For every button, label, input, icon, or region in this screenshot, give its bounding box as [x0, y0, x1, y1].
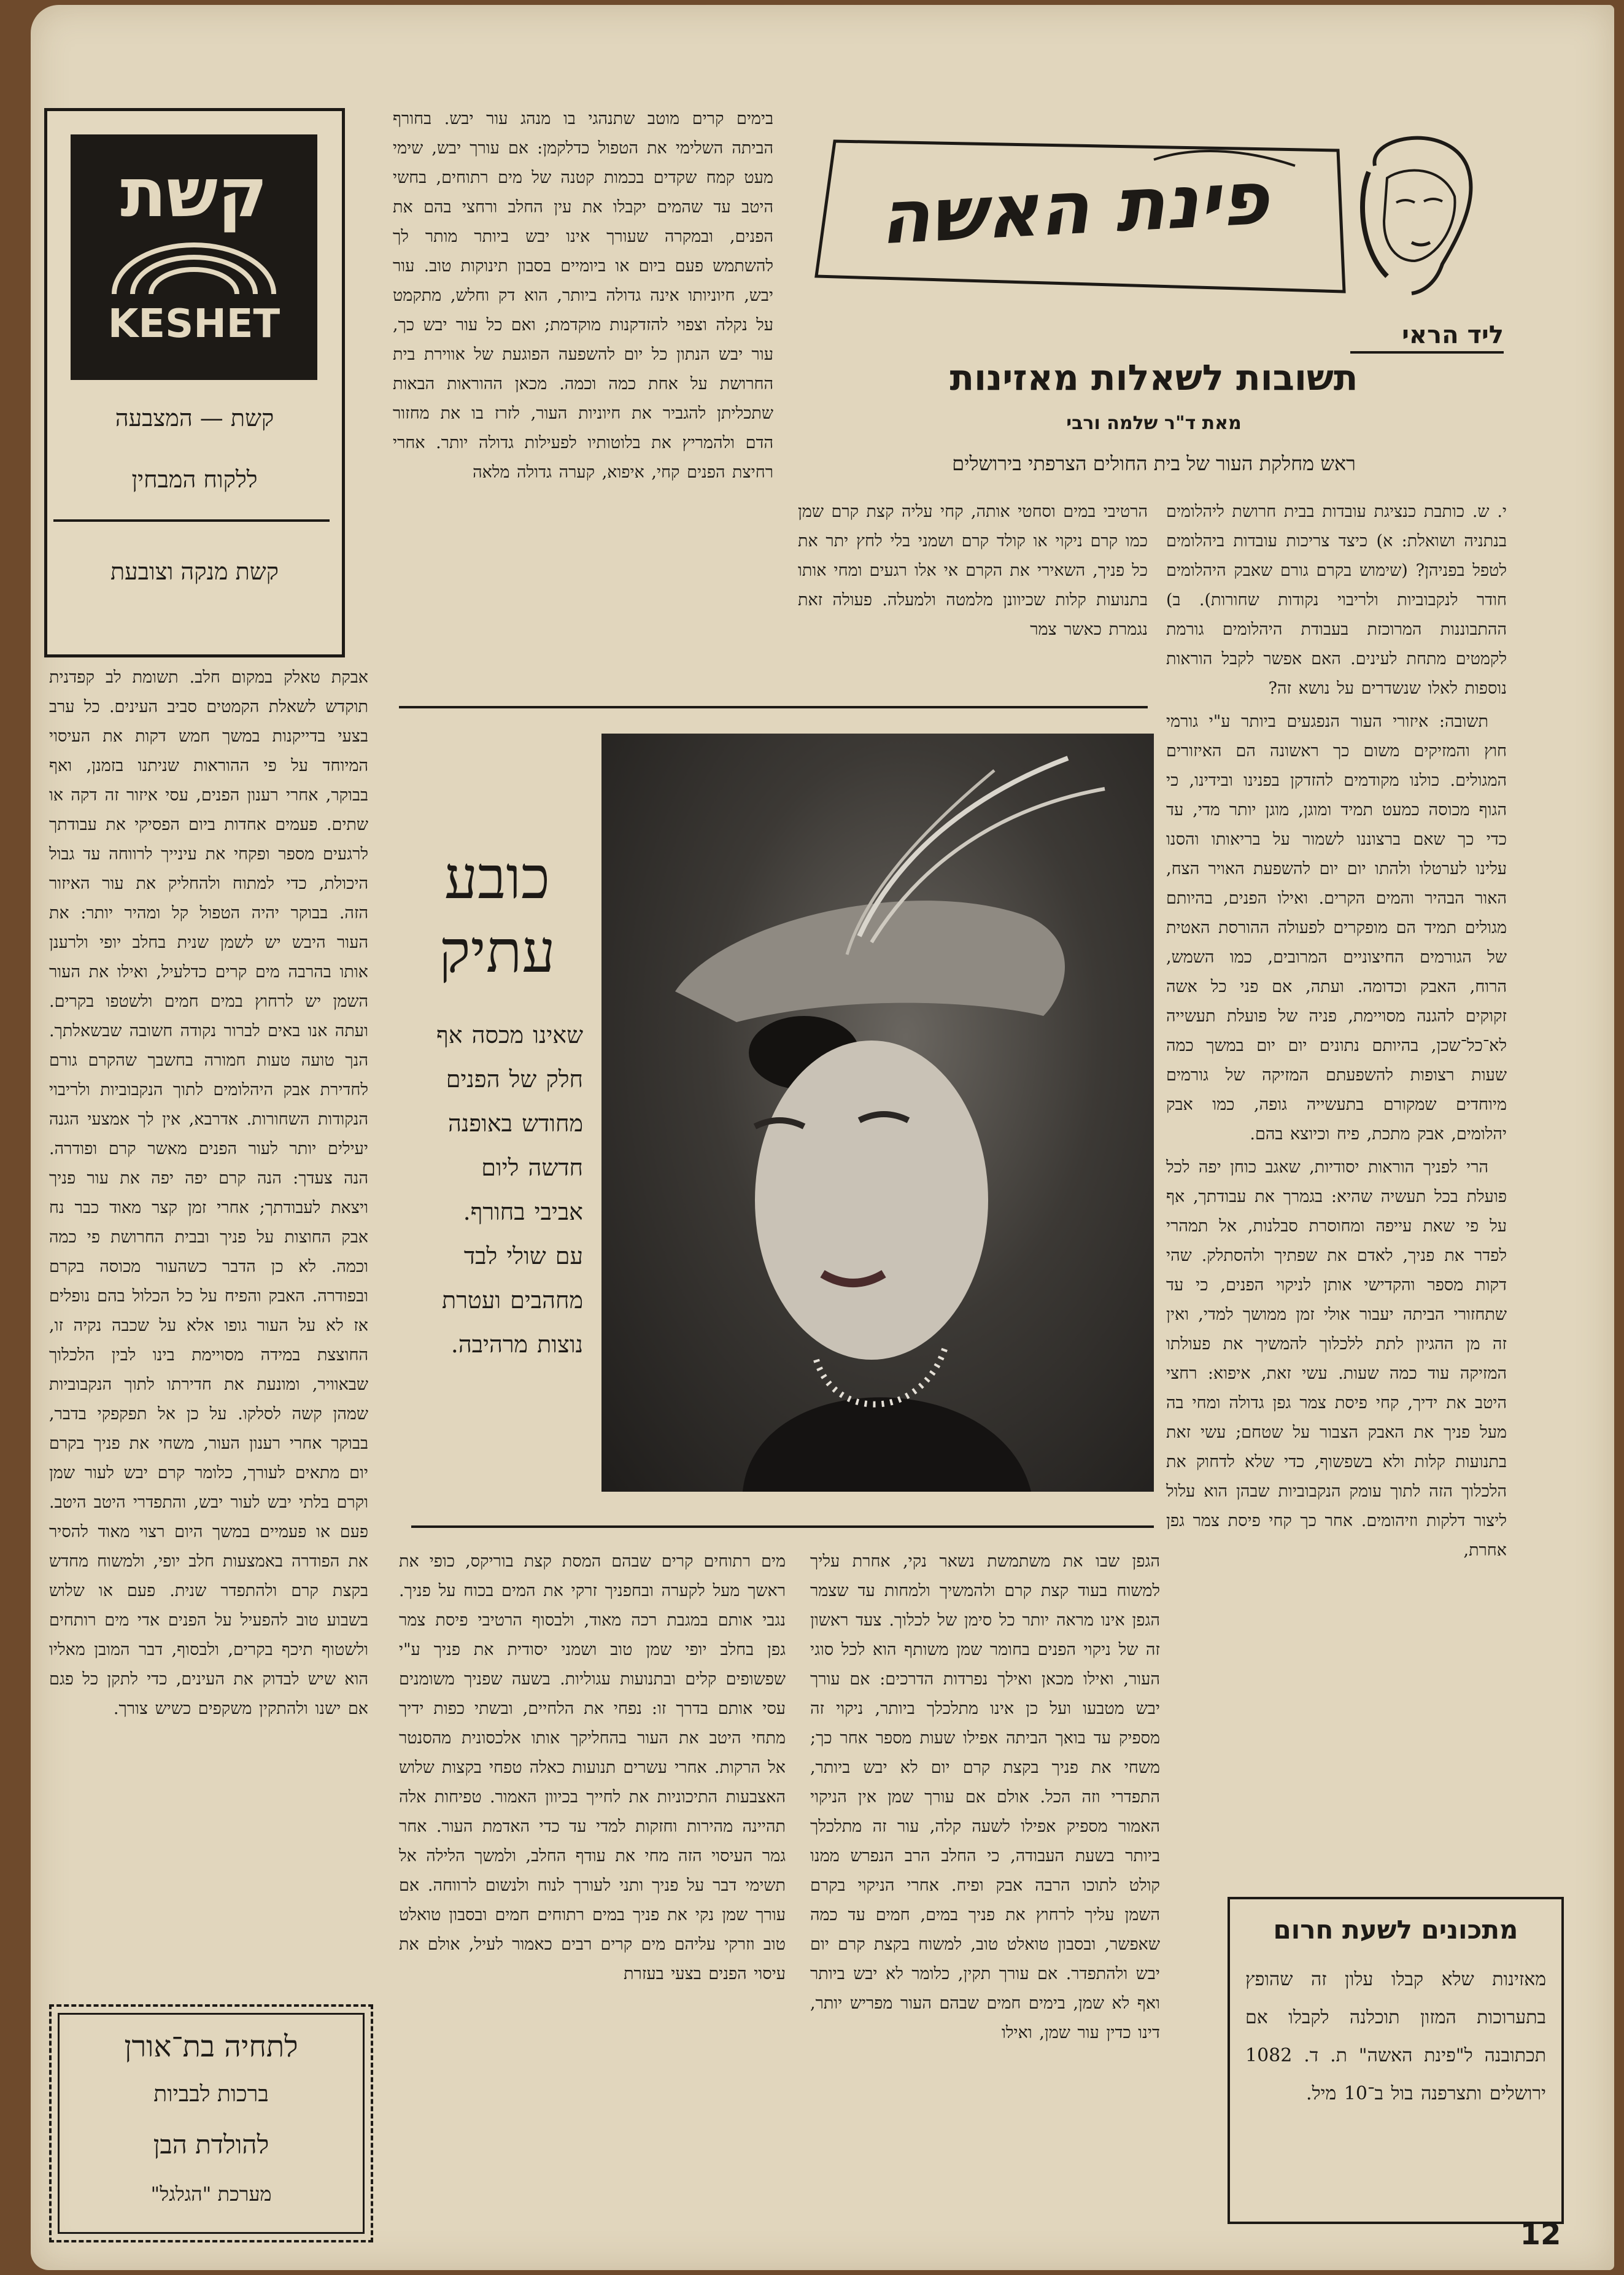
article-text: הרטיבי במים וסחטי אותה, קחי עליה קצת קרם שמן כמו קרם ניקוי או קולד קרם ושמני בלי לחץ יתר את כל פניך, השאירי את הקרם אי אלו רגעים ומחי אותו בתנועות קלות שכיוונן מלמטה ולמעלה. פעולה זאת נגמרת כאשר צמר — [798, 502, 1148, 639]
logo-title: פינת האשה — [877, 155, 1271, 262]
rainbow-icon — [102, 239, 286, 294]
recipes-text: מאזינות שלא קבלו עלון זה שהופץ בתערוכות המזון תוכלנה לקבלו אם תכתובנה ל"פינת האשה" ת. ד. 1082 ירושלים ותצרפנה בול ב־10 מיל. — [1245, 1969, 1546, 2104]
greeting-line2: להולדת הבן — [153, 2130, 269, 2160]
article-text: בימים קרים מוטב שתנהגי בו מנהג עור יבש. בחורף הביתה השלימי את הטפול כדלקמן: אם עורך יבש, שימי מעט קמח שקדים בכמות קטנה של מים רתוחים, בחשי היטב עד שהמים יקבלו את עין החלב ורחצי בהם את הפנים, ובמקרה שעורך אינו יבש ביותר מותר לך להשתמש פעם ביום או ביומיים בסבון תינוקות טוב. עור יבש, חיוניותו אינה גדולה ביותר, הוא דק וחלש, מתקמט על נקלה וצפוי להזדקנות מוקדמת; ואם כל עור יבש כך, עור יבש הנתון כל יום להשפעה הפוגעת של אווירת בית החרושת על אחת כמה וכמה. מכאן ההוראות הבאות שתכליתן להגביר את חיוניות העור, לזרז בו את מחזור הדם ולהמריץ את בלוטותיו לפעילות גדולה יותר. אחרי רחיצת הפנים קחי, איפוא, קערה גדולה מלאה — [393, 109, 773, 482]
keshet-line1: קשת — המצבעה — [115, 405, 274, 432]
article-col-far-left — [49, 663, 368, 2001]
page-number: 12 — [1520, 2217, 1561, 2252]
keshet-logo — [71, 134, 317, 380]
keshet-logo-latin: KESHET — [107, 301, 280, 347]
byline: ליד הראי — [1350, 319, 1504, 354]
article-col-left-bottom — [399, 1547, 786, 2259]
recipes-title: מתכונים לשעת חרום — [1273, 1915, 1518, 1945]
keshet-ad — [44, 108, 345, 657]
hat-title-line2: עתיק — [439, 917, 555, 986]
article-col-left-top — [393, 104, 773, 694]
keshet-line2: ללקוח המבחין — [131, 466, 258, 493]
divider-rule — [399, 706, 1148, 708]
article-col-middle-bottom — [810, 1547, 1160, 2259]
article-text: הגפן שבו את משתמשת נשאר נקי, אחרת עליך למשוח בעוד קצת קרם ולהמשיך ולמחות עד שצמר הגפן אינו מראה יותר כל סימן של לכלוך. צעד ראשון זה של ניקוי הפנים בחומר שמן משותף הוא לכל סוגי העור, ואילו מכאן ואילך נפרדות הדרכים: אם עורך יבש מטבעו ועל כן אינו מתלכלך ביותר, ניקוי זה מספיק עד בואך הביתה אפילו שעות מספר אחר כך; משחי את פניך בקצת קרם יום לא יבש ביותר, התפדרי וזה הכל. אולם אם עורך שמן אין הניקוי האמור מספיק אפילו לשעה קלה, עור זה מתלכלך ביותר בשעת העבודה, כי החלב הרב הנפרש ממנו קולט לתוכו הרבה אבק ופיח. אחרי הניקוי בקרם השמן עליך לרחוץ את פניך במים, חמים עד כמה שאפשר, ובסבון טואלט טוב, למשוח בקצת קרם יום יבש ולהתפדר. אם עורך תקין, כלומר לא יבש ביותר ואף לא שמן, בימים חמים שבהם העור מפריש יותר, דינו כדין עור שמן, ואילו — [810, 1552, 1160, 2042]
article-text: מים רתוחים קרים שבהם המסת קצת בוריקס, כופי את ראשך מעל לקערה ובחפניך זרקי את המים בכוח על פניך. נגבי אותם במגבת רכה מאוד, ולבסוף הרטיבי פיסת צמר גפן בחלב יופי שמן טוב ושמני יסודית את פניך ע"י שפשופים קלים ובתנועות עגוליות. בשעה שפניך משומנים עסי אותם בדרך זו: נפחי את הלחיים, ובשתי כפות ידיך מתחי היטב את העור בהחליקך אותו אלכסונית מהסנטר אל הרקות. אחרי עשרים תנועות כאלה טפחי בקצות שלוש האצבעות התיכוניות את לחייך בכיוון האמור. טפיחות אלה תהיינה מהירות וחזקות למדי עד כדי האדמת העור. אחר גמר העיסוי הזה מחי את עודף החלב, ולמשך הלילה אל תשימי דבר על פניך ותני לעורך לנוח ולנשום לרווחה. אם עורך שמן נקי את פניך במים רתוחים חמים ובסבון טואלט טוב וזרקי עליהם מים קרים רבים כאמור לעיל, אולם את עיסוי הפנים בצעי בעזרת — [399, 1552, 786, 1983]
question-text: י. ש. כותבת כנציגת עובדות בבית חרושת ליהלומים בנתניה ושואלת: א) כיצד צריכות עובדות ביהלומים לטפל בפניהן? (שימוש בקרם גורם שאבק היהלומים חודר לנקבוביות ולריבוי נקודות שחורות). ב) ההתבוננות המרוכזת בעבודת היהלומים גורמת לקמטים מתחת לעינים. האם אפשר לקבל הוראות נוספות לאלו שנשדרים על נושא זה? — [1166, 502, 1507, 698]
author: מאת ד"ר שלמה ורבי — [1066, 413, 1242, 434]
author-role: ראש מחלקת העור של בית החולים הצרפתי בירושלים — [952, 452, 1356, 475]
answer-paragraph: תשובה: איזורי העור הנפגעים ביותר ע"י גורמי חוץ והמזיקים משום כך ראשונה הם האיזורים המגולים. כולנו מקודמים להזדקן בפנינו ובידינו, כי הגוף מכוסה כמעט תמיד ומוגן, מוגן יותר מדי, עד כדי כך שאם ברצוננו לשמור על בריאותו והסנו עלינו לערטלו ולהתו יום יום להשפעת האויר הצח, האור הבהיר והמים הקרים. ואילו הפנים, בהיותם מגולים תמיד הם מופקרים לפעולה ההורסת האטית של הגורמים החיצוניים המרובים, כמו השמש, הרוח, האבק וכדומה. ועתה, אם פני כל אשה זקוקים להגנה מסויימת, פניה של פועלת תעשייה לא־כל־שכן, בהיותם נתונים יום יום במשך כמה שעות רצופות להשפעתם המזיקה של גורמים מיוחדים שמקורם בתעשייה גופה, כמו אבק יהלומים, אבק מתכת, פיח וכיוצא בהם. — [1166, 712, 1507, 1144]
article-col-right — [1166, 497, 1507, 1750]
hat-caption: שאינו מכסה אף חלק של הפנים מחודש באופנה חדשה ליום אביבי בחורף. עם שולי לבד מחהבים ועטרת נוצות מרהיבה. — [436, 1021, 583, 1358]
keshet-logo-word: קשת — [120, 153, 268, 232]
article-col-middle-top — [798, 497, 1148, 700]
hat-portrait — [601, 734, 1154, 1492]
greeting-line1: ברכות לבביות — [153, 2082, 269, 2107]
divider-rule — [53, 519, 330, 522]
answer-paragraph: הרי לפניך הוראות יסודיות, שאגב כוחן יפה לכל פועלת בכל תעשיה שהיא: בגמרך את עבודתך, אף על פי שאת עייפה ומחוסרת סבלנות, אל תמהרי לפדר את פניך, לאדם את שפתיך ולהסתלק. שהי דקות מספר והקדישי אותן לניקוי הפנים, כי עד שתחזורי הביתה יעבור אולי זמן ממושך למדי, ואין זה מן ההגיון לתת ללכלוך להמשיך את פעולתו המזיקה עוד כמה שעות. עשי זאת, איפוא: רחצי היטב את ידיך, קחי פיסת צמר גפן גדולה ומחי בה מעל פניך את האבק הצבור על שטחם; עשי זאת בתנועות קלות ולא בשפשוף, כדי שלא לדחוק את הלכלוך הזה לתוך עומק הנקבוביות שבהן הוא עלול ליצור דלקות וזיהומים. אחר כך קחי פיסת צמר גפן אחרת, — [1166, 1158, 1507, 1560]
greeting-box — [49, 2004, 373, 2242]
divider-rule — [411, 1525, 1154, 1528]
greeting-line3: מערכת "הגלגל" — [150, 2182, 272, 2206]
keshet-line3: קשת מנקה וצובעת — [110, 558, 279, 585]
hat-title-line1: כובע — [444, 843, 551, 912]
recipes-box — [1228, 1897, 1564, 2224]
greeting-name: לתחיה בת־אורן — [124, 2029, 298, 2064]
column-logo — [810, 123, 1485, 301]
hat-photo — [601, 734, 1154, 1492]
headline: תשובות לשאלות מאזינות — [949, 357, 1358, 398]
article-text: אבקת טאלק במקום חלב. תשומת לב קפדנית תוקדש לשאלת הקמטים סביב העינים. כל ערב בצעי בדייקנות במשך חמש דקות את העיסוי המיוחד על פי ההוראות שניתנו בזמנן, ואף בבוקר, אחרי רענון הפנים, עסי איזור זה דקה או שתים. פעמים אחדות ביום הפסיקי את עבודתך לרגעים מספר ופקחי את עינייך לרווחה עד גבול היכולת, כדי למתוח ולהחליק את עור האיזור הזה. בבוקר יהיה הטפול קל ומהיר יותר: את העור היבש יש לשמן שנית בחלב יופי ולרענן אותו בהרבה מים קרים כדלעיל, ואילו את העור השמן יש לרחוץ במים חמים ולשטפו בקרים. ועתה אנו באים לברור נקודה חשובה שבשאלתך. הנך טועה טעות חמורה בחשבך שהקרם גורם לחדירת אבק היהלומים לתוך הנקבוביות ולריבוי הנקודות השחורות. אדרבא, אין לך אמצעי הגנה יעילים יותר לעור הפנים מאשר קרם ופודרה. הנה צעדך: הנה קרם יפה יפה את עור פניך ויצאת לעבודתך; אחרי זמן קצר מאוד כבר נח אבק החוצות על פניך ובבית החרושת פי כמה וכמה. לא כן הדבר כשהעור מכוסה בקרם ובפודרה. האבק והפיח על כל הכלול בהם נופלים אז לא על העור גופו אלא על שכבה נקיה זו, החוצצת במידה מסויימת בינו לבין הלכלוך שבאוויר, ומונעת את חדירתו לתוך הנקבוביות שמהן קשה לסלקו. על כן אל תפקפקי בדבר, בבוקר אחרי רענון העור, משחי את פניך בקרם יום מתאים לעורך, כלומר קרם יבש לעור שמן וקרם בלתי יבש לעור יבש, והתפדרי היטב היטב. פעם או פעמיים במשך היום רצוי מאוד להסיר את הפודרה באמצעות חלב יופי, ולמשוח מחדש בקצת קרם ולהתפדר שנית. פעם או שלוש בשבוע טוב להפעיל על הפנים אדי מים רותחים ולשטוף תיכף בקרים, ולבסוף, דבר המובן מאליו הוא שיש לבדוק את העינים, כדי לתקן כל פגם אם ישנו ולהתקין משקפים כשיש צורך. — [49, 668, 368, 1718]
woman-sketch — [1363, 138, 1471, 293]
